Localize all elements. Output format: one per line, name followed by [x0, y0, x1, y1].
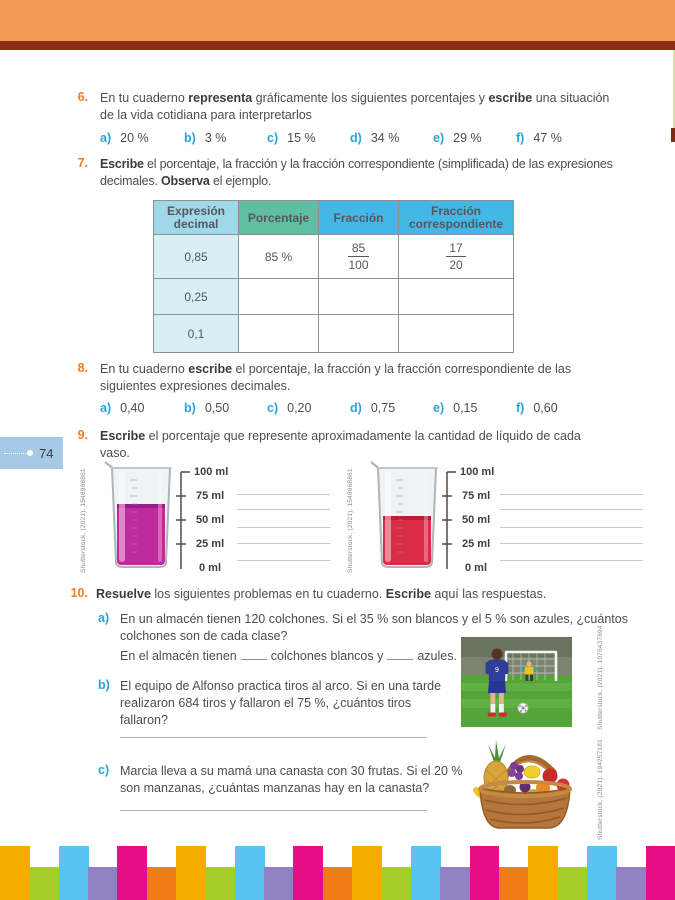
- mosaic-square: [382, 867, 412, 900]
- mosaic-square: [440, 867, 470, 900]
- lemon: [524, 766, 540, 778]
- mosaic-square: [59, 846, 89, 900]
- mosaic-square: [323, 867, 353, 900]
- page-number-tab: [0, 437, 63, 469]
- cell-decimal: 0,85: [154, 235, 239, 279]
- answer-blank: [387, 649, 413, 660]
- footer-mosaic: [0, 846, 675, 900]
- option-c: c) 0,20: [267, 401, 312, 415]
- header-fraccion-correspondiente: Fracción correspondiente: [399, 201, 514, 235]
- exercise-6-options: [0, 131, 675, 149]
- mosaic-square: [205, 867, 235, 900]
- mosaic-square: [264, 867, 294, 900]
- header-porcentaje: Porcentaje: [239, 201, 319, 235]
- mosaic-square: [235, 846, 265, 900]
- option-e: e) 29 %: [433, 131, 482, 145]
- writing-line: [237, 560, 330, 561]
- exercise-7-text: Escribe el porcentaje, la fracción y la fracción correspondiente (simplificada) de las expresiones decimales. Observa el ejemplo.: [100, 157, 613, 188]
- tab-dot: [27, 450, 33, 456]
- mosaic-square: [352, 846, 382, 900]
- scale-0ml: 0 ml: [465, 562, 488, 574]
- writing-line: [500, 527, 643, 528]
- item-b-letter: b): [98, 678, 110, 692]
- mosaic-square: [587, 846, 617, 900]
- cell-corr: [399, 279, 514, 315]
- mosaic-square: [616, 867, 646, 900]
- option-d: d) 0,75: [350, 401, 396, 415]
- cell-frac: [319, 315, 399, 353]
- answer-line-c: [120, 810, 427, 811]
- cell-decimal: 0,1: [154, 315, 239, 353]
- exercise-6-text: En tu cuaderno representa gráficamente los siguientes porcentajes y escribe una situación de la vida cotidiana para interpretarlos: [100, 91, 610, 122]
- table-header-row: [154, 201, 514, 235]
- cell-pct: [239, 279, 319, 315]
- writing-line: [500, 560, 643, 561]
- cell-decimal: 0,25: [154, 279, 239, 315]
- header-expresion-decimal: Expresión decimal: [154, 201, 239, 235]
- scale-75ml: 75 ml: [462, 490, 491, 502]
- scale-0ml: 0 ml: [199, 562, 222, 574]
- mosaic-square: [0, 846, 30, 900]
- exercise-10-text: Resuelve los siguientes problemas en tu cuaderno. Escribe aquí las respuestas.: [96, 587, 547, 601]
- decimal-table: [153, 200, 514, 353]
- soccer-ball: [518, 703, 528, 713]
- page-number: 74: [39, 445, 54, 461]
- mosaic-square: [470, 846, 500, 900]
- writing-line: [500, 494, 643, 495]
- soccer-illustration: [461, 637, 572, 727]
- writing-line: [500, 543, 643, 544]
- exercise-9-number: 9.: [77, 428, 88, 442]
- mosaic-square: [29, 867, 59, 900]
- mosaic-square: [147, 867, 177, 900]
- answer-blank: [241, 649, 267, 660]
- writing-line: [237, 509, 330, 510]
- exercise-8-options: [0, 401, 675, 419]
- scale-25ml: 25 ml: [196, 538, 225, 550]
- table-row: [154, 315, 514, 353]
- exercise-10-number: 10.: [70, 586, 88, 600]
- answer-line-b: [120, 737, 427, 738]
- option-b: b) 0,50: [184, 401, 230, 415]
- cell-frac: $\frac{85}{100}$: [319, 235, 399, 279]
- beaker-credit-right: Shutterstock, (2021). 1548968861: [347, 468, 354, 573]
- exercise-6-number: 6.: [77, 90, 88, 104]
- fruit-basket-illustration: [464, 738, 582, 833]
- mosaic-square: [293, 846, 323, 900]
- cell-corr: $\frac{17}{20}$: [399, 235, 514, 279]
- svg-text:9: 9: [495, 667, 499, 674]
- item-a-fill-line: En el almacén tienen colchones blancos y azules.: [120, 649, 457, 663]
- item-b-text: El equipo de Alfonso practica tiros al arco. Si en una tarde realizaron 684 tiros y fallaron el 75 %, ¿cuántos tiros fallaron?: [120, 679, 442, 727]
- cell-pct: [239, 315, 319, 353]
- writing-line: [500, 509, 643, 510]
- fruit-credit: Shutterstock, (2021). 194257181: [597, 739, 604, 840]
- mosaic-square: [499, 867, 529, 900]
- option-c: c) 15 %: [267, 131, 316, 145]
- soccer-credit: Shutterstock, (2021). 1076437694: [597, 625, 604, 730]
- cell-pct: 85 %: [239, 235, 319, 279]
- tab-dotted-line: [4, 453, 26, 454]
- mosaic-square: [411, 846, 441, 900]
- beaker-credit-left: Shutterstock, (2021). 1548968861: [80, 468, 87, 573]
- exercise-7-number: 7.: [77, 156, 88, 170]
- option-a: a) 20 %: [100, 131, 149, 145]
- option-f: f) 0,60: [516, 401, 558, 415]
- scale-100ml: 100 ml: [460, 466, 495, 478]
- writing-line: [237, 527, 330, 528]
- beaker-right-scale: [441, 468, 457, 572]
- mosaic-square: [646, 846, 675, 900]
- beaker-right-illustration: [366, 460, 448, 572]
- option-e: e) 0,15: [433, 401, 478, 415]
- scale-100ml: 100 ml: [194, 466, 229, 478]
- top-maroon-band: [0, 41, 675, 50]
- option-b: b) 3 %: [184, 131, 227, 145]
- mosaic-square: [88, 867, 118, 900]
- writing-line: [237, 543, 330, 544]
- cell-frac: [319, 279, 399, 315]
- beaker-left-scale: [175, 468, 191, 572]
- item-c-letter: c): [98, 763, 110, 777]
- item-a-letter: a): [98, 611, 110, 625]
- mosaic-square: [176, 846, 206, 900]
- scale-25ml: 25 ml: [462, 538, 491, 550]
- beaker-left-illustration: [100, 460, 182, 572]
- header-fraccion: Fracción: [319, 201, 399, 235]
- option-a: a) 0,40: [100, 401, 145, 415]
- grapes: [508, 762, 524, 780]
- top-orange-band: [0, 0, 675, 41]
- item-c-text: Marcia lleva a su mamá una canasta con 30 frutas. Si el 20 % son manzanas, ¿cuántas manzanas hay en la canasta?: [120, 764, 463, 795]
- exercise-9-text: Escribe el porcentaje que represente aproximadamente la cantidad de líquido de cada vaso.: [100, 429, 581, 460]
- writing-line: [237, 494, 330, 495]
- table-row: [154, 235, 514, 279]
- item-a-text: En un almacén tienen 120 colchones. Si el 35 % son blancos y el 5 % son azules, ¿cuántos colchones son de cada clase?: [120, 612, 628, 643]
- scale-50ml: 50 ml: [196, 514, 225, 526]
- option-d: d) 34 %: [350, 131, 400, 145]
- option-f: f) 47 %: [516, 131, 562, 145]
- scale-75ml: 75 ml: [196, 490, 225, 502]
- table-row: [154, 279, 514, 315]
- exercise-8-number: 8.: [77, 361, 88, 375]
- mosaic-square: [558, 867, 588, 900]
- mosaic-square: [117, 846, 147, 900]
- scale-50ml: 50 ml: [462, 514, 491, 526]
- exercise-8-text: En tu cuaderno escribe el porcentaje, la fracción y la fracción correspondiente de las siguientes expresiones decimales.: [100, 362, 572, 393]
- mosaic-square: [528, 846, 558, 900]
- cell-corr: [399, 315, 514, 353]
